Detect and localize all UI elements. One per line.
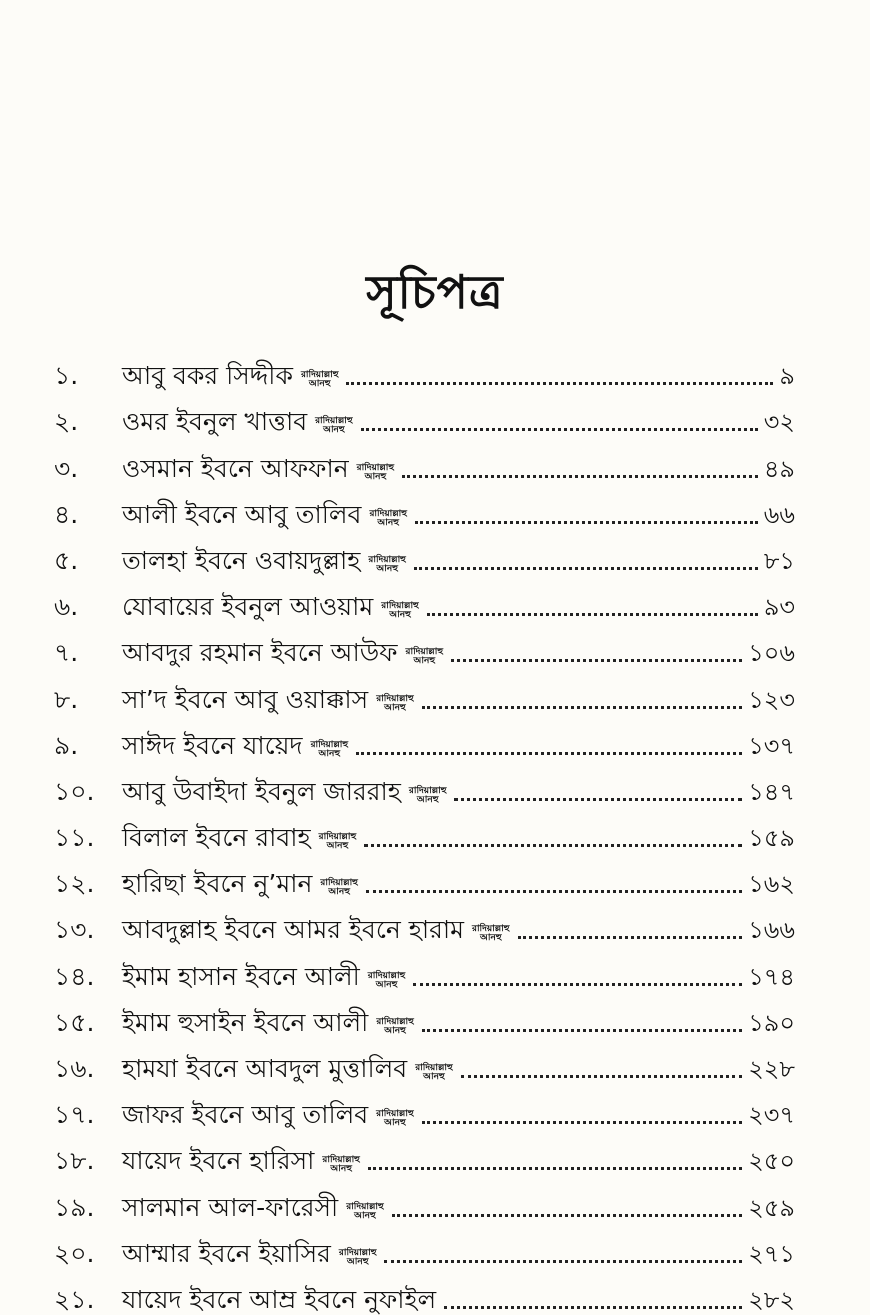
entry-page-number: ২৭১ — [748, 1239, 795, 1268]
entry-number: ১৩. — [54, 915, 95, 945]
entry-title: আবু উবাইদা ইবনুল জাররাহ — [122, 776, 401, 806]
entry-title: ওমর ইবনুল খাত্তাব — [122, 407, 308, 437]
entry-number: ১. — [54, 361, 79, 391]
entry-page-number: ১৬৬ — [748, 916, 795, 945]
honorific-bottom: আনহু — [323, 425, 345, 436]
honorific-top: রাদিয়াল্লাহু — [376, 1109, 414, 1120]
dot-leader — [451, 659, 742, 662]
entry-page-number: ১৪৭ — [748, 777, 795, 806]
honorific-bottom: আনহু — [423, 1072, 445, 1082]
dot-leader — [402, 475, 758, 478]
entry-number: ২. — [54, 407, 79, 437]
entry-title: আবু বকর সিদ্দীক — [122, 361, 293, 391]
honorific-top: রাদিয়াল্লাহু — [346, 1201, 384, 1212]
entry-number: ৪. — [54, 499, 79, 529]
entry-number: ১১. — [54, 823, 95, 853]
entry-number: ৭. — [54, 638, 79, 668]
honorific-top: রাদিয়াল্লাহু — [300, 370, 339, 381]
entry-number: ১০. — [54, 776, 95, 806]
dot-leader — [364, 844, 742, 847]
honorific-top: রাদিয়াল্লাহু — [356, 462, 395, 473]
entry-number: ১৯. — [54, 1192, 95, 1222]
entry-page-number: ৪৯ — [763, 454, 795, 483]
entry-page-number: ৩২ — [763, 408, 795, 437]
honorific-superscript — [376, 695, 414, 713]
toc-entry — [50, 992, 795, 1038]
toc-entry — [50, 853, 795, 899]
honorific-top: রাদিয়াল্লাহু — [320, 878, 358, 889]
honorific-top: রাদিয়াল্লাহু — [322, 1155, 360, 1166]
entry-number: ১৪. — [54, 961, 95, 991]
honorific-bottom: আনহু — [328, 887, 350, 898]
honorific-superscript — [319, 833, 357, 851]
honorific-top: রাদিয়াল্লাহু — [367, 970, 406, 981]
toc-entry — [50, 899, 795, 945]
entry-page-number: ১৭৪ — [748, 962, 795, 991]
entry-page-number: ৯৩ — [763, 593, 795, 622]
dot-leader — [422, 1121, 742, 1124]
entry-title: বিলাল ইবনে রাবাহ — [122, 823, 311, 853]
entry-title: যোবায়ের ইবনুল আওয়াম — [122, 592, 374, 622]
honorific-bottom: আনহু — [479, 933, 502, 944]
entry-number: ১৮. — [54, 1146, 95, 1176]
dot-leader — [415, 521, 758, 524]
honorific-bottom: আনহু — [326, 841, 349, 852]
honorific-top: রাদিয়াল্লাহু — [405, 647, 444, 658]
honorific-superscript — [320, 879, 358, 897]
entry-page-number: ২৫০ — [748, 1147, 795, 1176]
honorific-superscript — [322, 1156, 360, 1174]
toc-entry — [50, 807, 795, 853]
entry-page-number: ২৫৯ — [748, 1193, 795, 1222]
entry-number: ৮. — [54, 684, 79, 714]
toc-entry — [50, 761, 795, 807]
honorific-bottom: আনহু — [384, 1118, 406, 1129]
honorific-superscript — [406, 648, 444, 666]
entry-page-number: ১০৬ — [748, 639, 795, 668]
toc-entry — [50, 437, 795, 483]
toc-entry — [50, 1084, 795, 1130]
honorific-bottom: আনহু — [346, 1256, 369, 1267]
toc-entry — [50, 668, 795, 714]
honorific-bottom: আনহু — [308, 379, 331, 390]
dot-leader — [414, 567, 758, 570]
entry-page-number: ১৯০ — [748, 1008, 795, 1037]
entry-number: ৬. — [54, 592, 79, 622]
dot-leader — [461, 1075, 742, 1078]
dot-leader — [518, 936, 743, 939]
dot-leader — [422, 706, 742, 709]
dot-leader — [384, 1260, 742, 1263]
dot-leader — [346, 382, 773, 385]
honorific-bottom: আনহু — [389, 610, 411, 621]
entry-page-number: ১২৩ — [748, 685, 795, 714]
honorific-bottom: আনহু — [416, 794, 439, 805]
honorific-top: রাদিয়াল্লাহু — [381, 601, 419, 612]
entry-number: ৫. — [54, 545, 79, 575]
entry-number: ৯. — [54, 730, 79, 760]
honorific-top: রাদিয়াল্লাহু — [376, 1016, 414, 1027]
honorific-superscript — [376, 1018, 414, 1036]
dot-leader — [392, 1214, 742, 1217]
honorific-bottom: আনহু — [354, 1210, 376, 1221]
dot-leader — [356, 752, 742, 755]
honorific-top: রাদিয়াল্লাহু — [338, 1247, 377, 1258]
toc-entry — [50, 391, 795, 437]
honorific-superscript — [409, 787, 447, 805]
honorific-bottom: আনহু — [364, 471, 387, 482]
dot-leader — [368, 1167, 742, 1170]
entry-title: ইমাম হুসাইন ইবনে আলী — [122, 1007, 369, 1037]
toc-entry — [50, 1223, 795, 1269]
honorific-bottom: আনহু — [384, 702, 406, 713]
toc-entry — [50, 1038, 795, 1084]
honorific-bottom: আনহু — [330, 1164, 352, 1175]
entry-title: সালমান আল-ফারেসী — [122, 1192, 339, 1222]
honorific-top: রাদিয়াল্লাহু — [415, 1063, 453, 1073]
entry-page-number: ১৩৭ — [748, 731, 795, 760]
entry-number: ১৫. — [54, 1007, 95, 1037]
entry-title: ওসমান ইবনে আফফান — [122, 453, 349, 483]
toc-entry — [50, 576, 795, 622]
honorific-superscript — [381, 602, 419, 620]
honorific-superscript — [346, 1203, 384, 1221]
honorific-superscript — [472, 925, 510, 943]
honorific-superscript — [415, 1064, 453, 1082]
entry-title: আবদুর রহমান ইবনে আউফ — [122, 638, 398, 668]
entry-title: হামযা ইবনে আবদুল মুত্তালিব — [122, 1054, 408, 1083]
honorific-top: রাদিয়াল্লাহু — [408, 785, 447, 796]
honorific-top: রাদিয়াল্লাহু — [318, 832, 357, 843]
toc-entry — [50, 1130, 795, 1176]
entry-title: সাঈদ ইবনে যায়েদ — [122, 730, 303, 760]
dot-leader — [366, 890, 742, 893]
honorific-top: রাদিয়াল্লাহু — [369, 508, 407, 519]
entry-number: ২০. — [54, 1238, 95, 1268]
honorific-superscript — [357, 464, 395, 482]
honorific-top: রাদিয়াল্লাহু — [315, 416, 353, 427]
entry-page-number: ৯ — [779, 362, 795, 391]
entry-title: যায়েদ ইবনে হারিসা — [122, 1146, 315, 1176]
dot-leader — [361, 428, 758, 431]
honorific-superscript — [368, 556, 406, 574]
entry-number: ১২. — [54, 869, 95, 899]
honorific-superscript — [315, 417, 353, 435]
entry-title: আলী ইবনে আবু তালিব — [122, 499, 362, 529]
entry-number: ২১. — [54, 1284, 95, 1314]
entry-number: ১৬. — [54, 1054, 95, 1083]
honorific-bottom: আনহু — [377, 517, 400, 528]
honorific-top: রাদিয়াল্লাহু — [472, 924, 510, 935]
dot-leader — [413, 983, 742, 986]
entry-page-number: ৮১ — [763, 546, 795, 575]
toc-entry — [50, 1176, 795, 1222]
entry-page-number: ২৩৭ — [748, 1101, 795, 1130]
honorific-superscript — [369, 510, 407, 528]
honorific-top: রাদিয়াল্লাহু — [376, 693, 414, 704]
dot-leader — [454, 798, 742, 801]
entry-title: সা’দ ইবনে আবু ওয়াক্কাস — [122, 684, 369, 714]
entry-title: আম্মার ইবনে ইয়াসির — [122, 1238, 331, 1268]
dot-leader — [444, 1306, 742, 1309]
entry-page-number: ২৮২ — [748, 1285, 795, 1314]
honorific-superscript — [368, 972, 406, 990]
honorific-top: রাদিয়াল্লাহু — [368, 554, 406, 565]
table-of-contents — [50, 345, 795, 1315]
honorific-superscript — [301, 371, 339, 389]
entry-title: ইমাম হাসান ইবনে আলী — [122, 961, 360, 991]
dot-leader — [422, 1029, 742, 1032]
entry-title: জাফর ইবনে আবু তালিব — [122, 1100, 369, 1130]
toc-entry — [50, 715, 795, 761]
entry-number: ৩. — [54, 453, 79, 483]
entry-title: হারিছা ইবনে নু’মান — [122, 869, 313, 899]
honorific-bottom: আনহু — [375, 979, 398, 990]
honorific-bottom: আনহু — [376, 563, 398, 574]
honorific-bottom: আনহু — [413, 656, 436, 667]
honorific-bottom: আনহু — [384, 1025, 406, 1036]
honorific-top: রাদিয়াল্লাহু — [310, 739, 349, 750]
entry-page-number: ১৬২ — [748, 870, 795, 899]
toc-entry — [50, 530, 795, 576]
toc-entry — [50, 945, 795, 991]
toc-entry — [50, 1269, 795, 1315]
honorific-superscript — [376, 1110, 414, 1128]
entry-title: তালহা ইবনে ওবায়দুল্লাহ — [122, 545, 361, 575]
page-title: সূচিপত্র — [366, 265, 504, 319]
entry-title: আবদুল্লাহ ইবনে আমর ইবনে হারাম — [122, 915, 464, 945]
entry-title: যায়েদ ইবনে আম্র ইবনে নুফাইল — [122, 1284, 437, 1314]
honorific-superscript — [339, 1249, 377, 1267]
toc-entry — [50, 622, 795, 668]
entry-page-number: ৬৬ — [763, 500, 795, 529]
toc-entry — [50, 345, 795, 391]
entry-page-number: ২২৮ — [748, 1055, 795, 1083]
dot-leader — [427, 613, 758, 616]
honorific-superscript — [311, 741, 349, 759]
entry-number: ১৭. — [54, 1100, 95, 1130]
honorific-bottom: আনহু — [318, 748, 341, 759]
entry-page-number: ১৫৯ — [748, 824, 795, 853]
toc-entry — [50, 484, 795, 530]
